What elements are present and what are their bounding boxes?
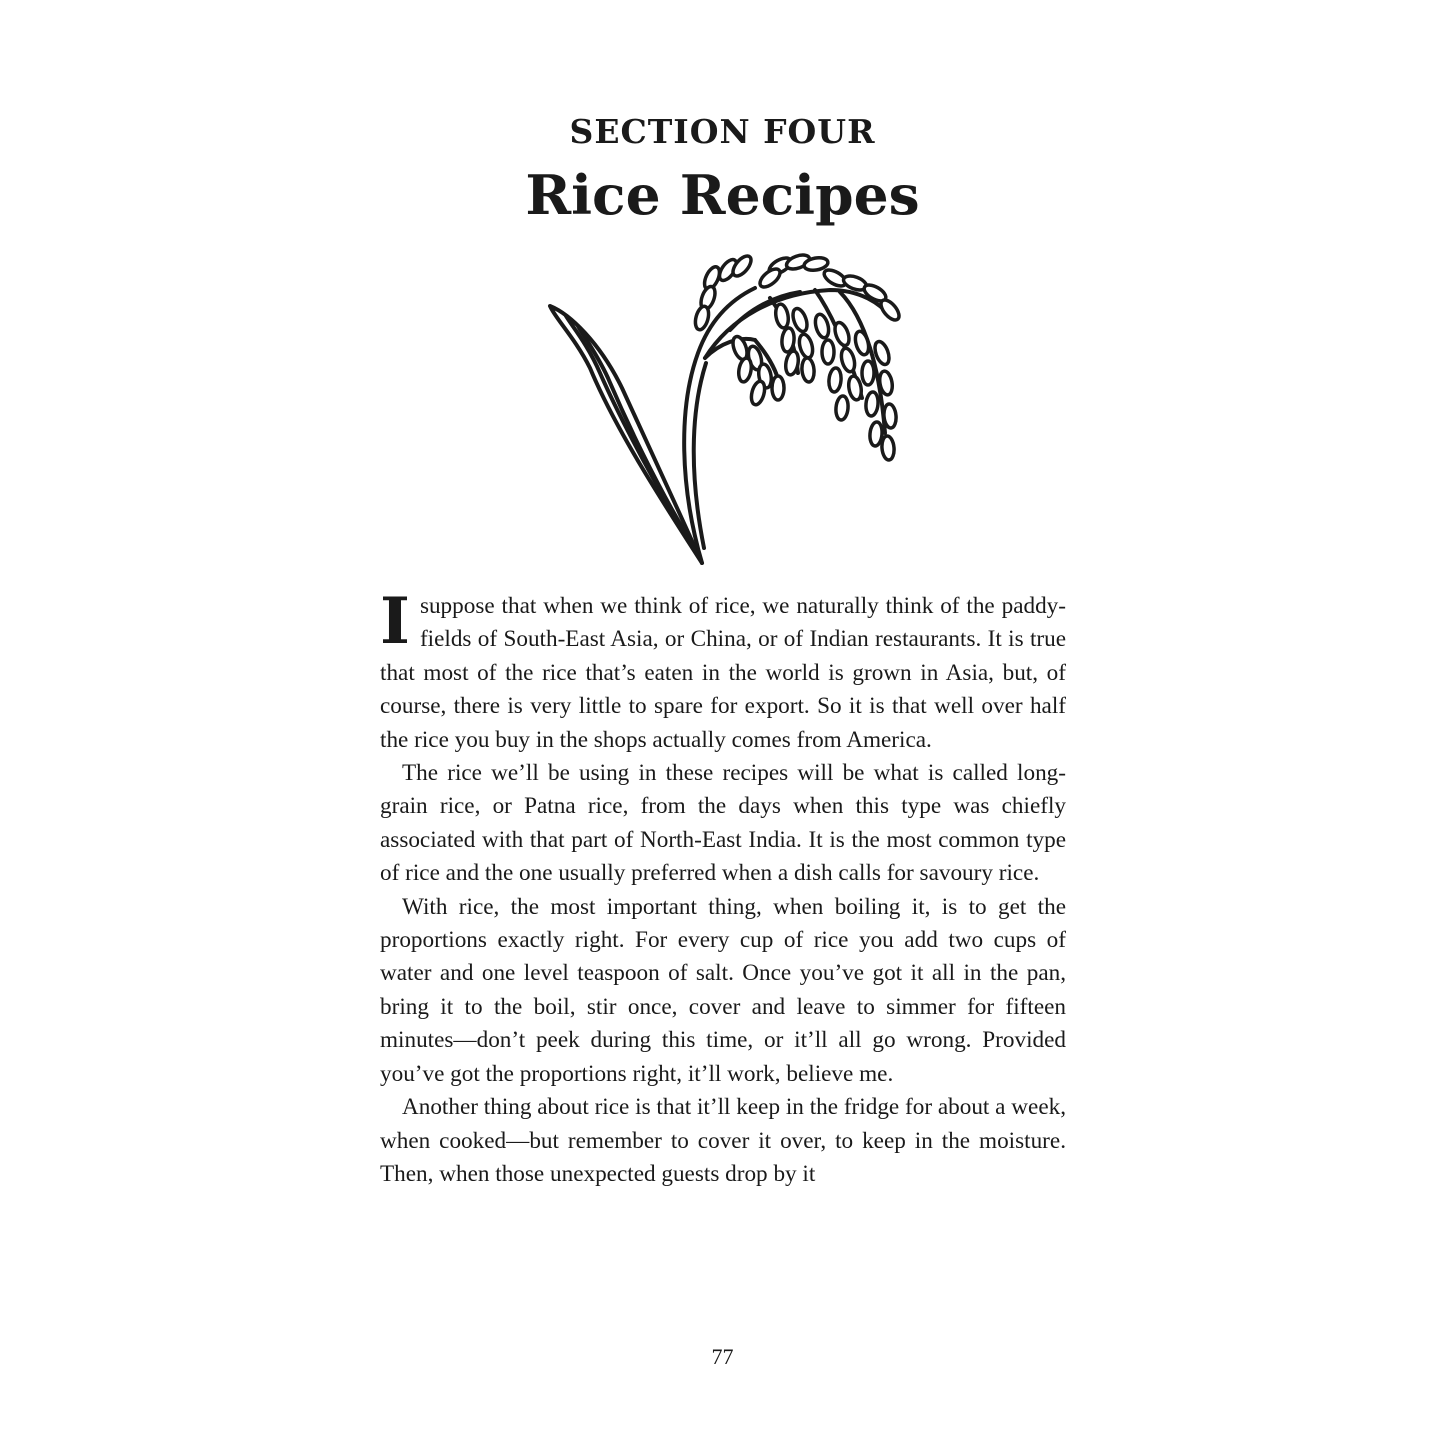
paragraph-2: The rice we’ll be using in these recipes will be what is called long-grain rice, or Patna rice, from the days when this type was chiefly associated with that part of North-East India. It is the most common type of rice and the one usually preferred when a dish calls for savoury rice. (380, 760, 1066, 887)
section-label: SECTION FOUR (569, 112, 876, 151)
paragraph-1 (380, 584, 1066, 757)
body-text (380, 584, 1066, 1191)
paragraph-4: Another thing about rice is that it’ll keep in the fridge for about a week, when cooked—but remember to cover it over, to keep in the moisture. Then, when those unexpected guests drop by it (380, 1094, 1066, 1187)
rice-stalk-icon (530, 248, 910, 570)
page-number: 77 (711, 1344, 734, 1369)
drop-cap: I (380, 584, 410, 659)
paragraph-1-text: suppose that when we think of rice, we naturally think of the paddy-fields of South-East Asia, or China, or of Indian restaurants. It is true that most of the rice that’s eaten in the world is grown in Asia, but, of course, there is very little to spare for export. So it is that well over half the rice you buy in the shops actually comes from America. (380, 593, 1066, 753)
paragraph-3: With rice, the most important thing, when boiling it, is to get the proportions exactly right. For every cup of rice you add two cups of water and one level teaspoon of salt. Once you’ve got it all in the pan, bring it to the boil, stir once, cover and leave to simmer for fifteen minutes—don’t peek during this time, or it’ll all go wrong. Provided you’ve got the proportions right, it’ll work, believe me. (380, 893, 1066, 1087)
page-title: Rice Recipes (525, 163, 920, 227)
